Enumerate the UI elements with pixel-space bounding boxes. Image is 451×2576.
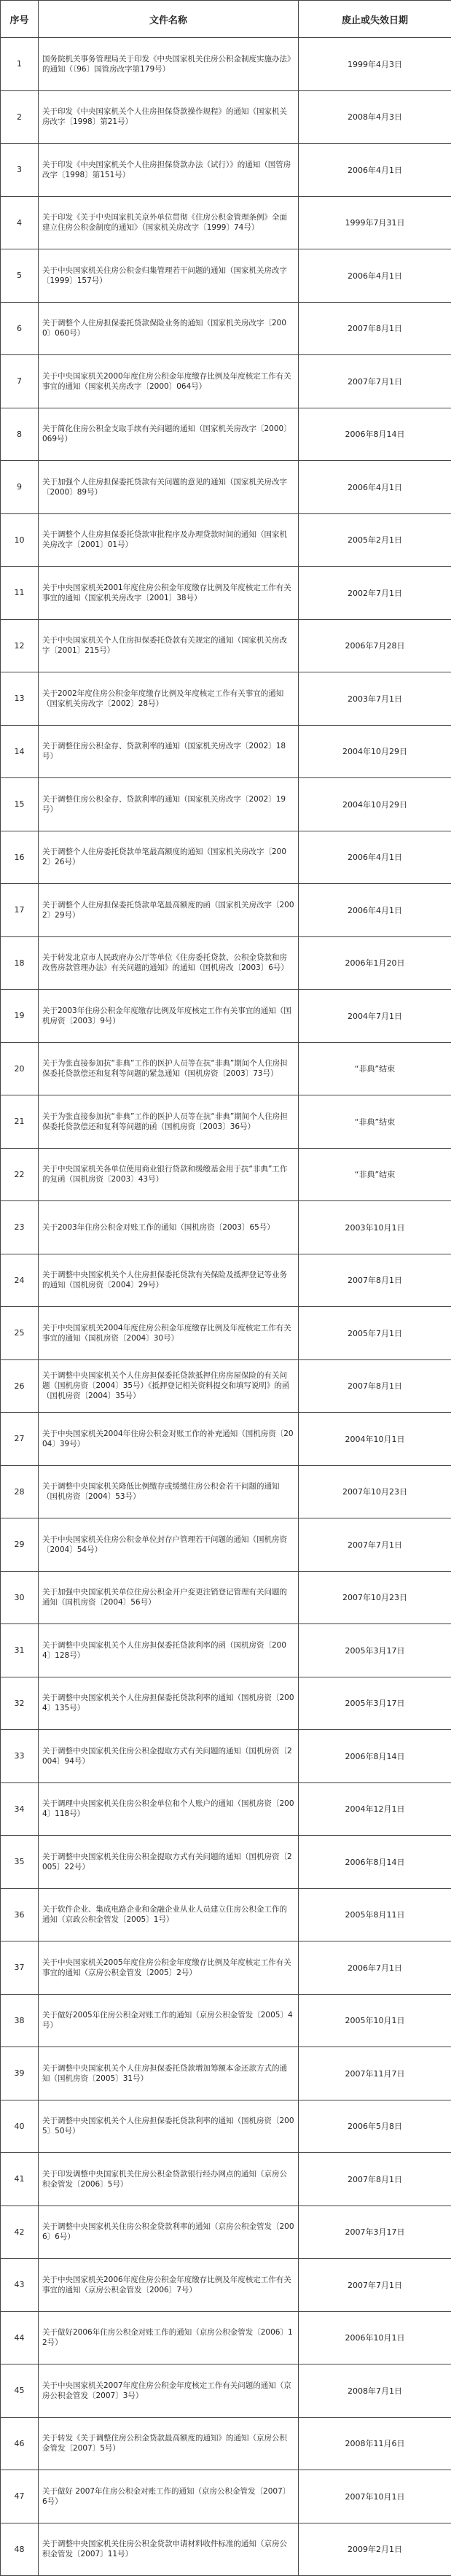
header-date: 废止或失效日期 — [299, 1, 451, 38]
table-row — [1, 196, 451, 249]
row-date: 2005年10月1日 — [299, 1994, 451, 2047]
row-date: “非典”结束 — [299, 1148, 451, 1201]
row-document-name: 关于印发《中央国家机关个人住房担保贷款办法（试行）》的通知（国管房改字〔1998〕第151号） — [39, 144, 299, 197]
row-document-name: 关于中央国家机关2000年度住房公积金年度缴存比例及年度核定工作有关事宜的通知（国家机关房改字〔2000〕064号） — [39, 355, 299, 408]
row-document-name: 国务院机关事务管理局关于印发《中央国家机关住房公积金制度实施办法》的通知（〔96〕国管房改字第179号） — [39, 38, 299, 91]
row-number: 46 — [1, 2417, 39, 2470]
row-date: 2004年12月1日 — [299, 1782, 451, 1836]
row-date: 1999年4月3日 — [299, 38, 451, 91]
row-document-name: 关于调整个人住房担保委托贷款保险业务的通知（国家机关房改字〔2000〕060号） — [39, 302, 299, 355]
row-date: 2007年10月1日 — [299, 2470, 451, 2523]
row-date: 2007年8月1日 — [299, 2153, 451, 2206]
table-row — [1, 2205, 451, 2259]
row-date: 2008年11月6日 — [299, 2417, 451, 2470]
row-number: 3 — [1, 144, 39, 197]
row-number: 31 — [1, 1624, 39, 1677]
row-date: 2006年7月1日 — [299, 1941, 451, 1995]
table-row — [1, 2259, 451, 2312]
row-date: 2008年7月1日 — [299, 2364, 451, 2418]
row-document-name: 关于转发北京市人民政府办公厅等单位《住房委托贷款、公积金贷款和房改售房款管理办法》有关问题的通知》的通知（国机房改〔2003〕6号） — [39, 936, 299, 990]
row-document-name: 关于调整住房公积金存、贷款利率的通知（国家机关房改字〔2002〕19号） — [39, 778, 299, 831]
row-number: 22 — [1, 1148, 39, 1201]
row-number: 44 — [1, 2311, 39, 2364]
table-row — [1, 1624, 451, 1677]
row-document-name: 关于中央国家机关2006年度住房公积金年度缴存比例及年度核定工作有关事宜的通知（京房公积金管发〔2006〕7号） — [39, 2259, 299, 2312]
row-date: 2006年8月14日 — [299, 1836, 451, 1889]
row-document-name: 关于印发《关于中央国家机关京外单位贯彻《住房公积金管理条例》全面建立住房公积金制度的通知》（国家机关房改字〔1999〕74号） — [39, 196, 299, 249]
row-document-name: 关于调整中央国家机关个人住房担保委托贷款有关保险及抵押登记等业务的通知（国机房资〔2004〕29号） — [39, 1254, 299, 1307]
row-document-name: 关于调整中央国家机关个人住房担保委托贷款抵押住房房屋保险的有关问题（国机房资〔2004〕35号）《抵押登记相关资料提交和填写说明》的函（国机房资〔2004〕35号） — [39, 1359, 299, 1413]
table-row — [1, 1941, 451, 1995]
row-date: 2006年4月1日 — [299, 144, 451, 197]
row-date: 2007年8月1日 — [299, 302, 451, 355]
row-date: 2007年8月1日 — [299, 1254, 451, 1307]
row-date: 2005年7月1日 — [299, 1307, 451, 1360]
row-document-name: 关于调整住房公积金存、贷款利率的通知（国家机关房改字〔2002〕18号） — [39, 725, 299, 778]
row-number: 35 — [1, 1836, 39, 1889]
row-number: 7 — [1, 355, 39, 408]
row-number: 8 — [1, 408, 39, 461]
row-date: 2007年10月23日 — [299, 1571, 451, 1624]
table-row — [1, 990, 451, 1043]
table-row — [1, 1677, 451, 1730]
table-row — [1, 90, 451, 144]
row-date: 2006年8月14日 — [299, 408, 451, 461]
row-document-name: 关于中央国家机关2004年住房公积金对账工作的补充通知（国机房资〔2004〕39号） — [39, 1413, 299, 1466]
row-document-name: 关于调理中央国家机关住房公积金单位和个人账户的通知（国机房资〔2004〕118号） — [39, 1782, 299, 1836]
row-number: 24 — [1, 1254, 39, 1307]
table-row — [1, 302, 451, 355]
row-document-name: 关于印发调整中央国家机关住房公积金贷款银行经办网点的通知（京房公积金管发〔2006〕5号） — [39, 2153, 299, 2206]
row-date: 2004年10月1日 — [299, 1413, 451, 1466]
table-row — [1, 778, 451, 831]
header-name: 文件名称 — [39, 1, 299, 38]
table-row — [1, 1413, 451, 1466]
row-document-name: 关于调整个人住房担保委托贷款审批程序及办理贷款时间的通知（国家机关房改字〔2001〕01号） — [39, 513, 299, 567]
table-row — [1, 1782, 451, 1836]
row-number: 2 — [1, 90, 39, 144]
row-date: 2005年2月1日 — [299, 513, 451, 567]
table-row — [1, 1465, 451, 1518]
row-document-name: 关于为张直接参加抗“非典”工作的医护人员等在抗“非典”期间个人住房担保委托贷款偿还和复利等问题的函（国机房资〔2003〕36号） — [39, 1095, 299, 1149]
row-document-name: 关于简化住房公积金支取手续有关问题的通知（国家机关房改字〔2000〕069号） — [39, 408, 299, 461]
row-number: 36 — [1, 1888, 39, 1941]
row-date: 2006年4月1日 — [299, 461, 451, 514]
row-document-name: 关于中央国家机关2001年度住房公积金年度缴存比例及年度核定工作有关事宜的通知（国家机关房改字〔2001〕38号） — [39, 567, 299, 620]
table-row — [1, 2153, 451, 2206]
row-number: 5 — [1, 249, 39, 303]
table-row — [1, 1888, 451, 1941]
row-number: 41 — [1, 2153, 39, 2206]
row-date: 2004年7月1日 — [299, 990, 451, 1043]
row-document-name: 关于中央国家机关个人住房担保委托贷款有关规定的通知（国家机关房改字〔2001〕215号） — [39, 619, 299, 672]
row-date: 2005年3月17日 — [299, 1624, 451, 1677]
row-document-name: 关于2003年住房公积金年度缴存比例及年度核定工作有关事宜的通知（国机房资〔2003〕9号） — [39, 990, 299, 1043]
header-no: 序号 — [1, 1, 39, 38]
row-date: 2005年3月17日 — [299, 1677, 451, 1730]
table-row — [1, 1254, 451, 1307]
row-number: 16 — [1, 831, 39, 884]
row-document-name: 关于调整中央国家机关个人住房担保委托贷款利率的函（国机房资〔2004〕128号） — [39, 1624, 299, 1677]
row-number: 4 — [1, 196, 39, 249]
row-document-name: 关于印发《中央国家机关个人住房担保贷款操作规程》的通知（国家机关房改字〔1998〕第21号） — [39, 90, 299, 144]
table-row — [1, 2100, 451, 2153]
row-number: 43 — [1, 2259, 39, 2312]
table-row — [1, 619, 451, 672]
row-number: 37 — [1, 1941, 39, 1995]
row-date: 2008年4月3日 — [299, 90, 451, 144]
row-number: 42 — [1, 2205, 39, 2259]
table-row — [1, 249, 451, 303]
table-row — [1, 1095, 451, 1149]
row-document-name: 关于中央国家机关2004年度住房公积金年度缴存比例及年度核定工作有关事宜的通知（国机房资〔2004〕30号） — [39, 1307, 299, 1360]
row-date: 2007年11月7日 — [299, 2047, 451, 2100]
table-row — [1, 1201, 451, 1254]
table-row — [1, 831, 451, 884]
row-number: 19 — [1, 990, 39, 1043]
table-row — [1, 2047, 451, 2100]
row-document-name: 关于中央国家机关2005年度住房公积金年度缴存比例及年度核定工作有关事宜的通知（京房公积金管发〔2005〕2号） — [39, 1941, 299, 1995]
row-document-name: 关于2002年度住房公积金年度缴存比例及年度核定工作有关事宜的通知（国家机关房改字〔2002〕28号） — [39, 672, 299, 726]
row-number: 14 — [1, 725, 39, 778]
row-number: 6 — [1, 302, 39, 355]
table-row — [1, 2523, 451, 2576]
row-document-name: 关于做好2006年住房公积金对账工作的通知（京房公积金管发〔2006〕12号） — [39, 2311, 299, 2364]
row-number: 45 — [1, 2364, 39, 2418]
table-row — [1, 1359, 451, 1413]
row-date: 2006年4月1日 — [299, 884, 451, 937]
row-document-name: 关于调整中央国家机关住房公积金贷款申请材料收件标准的通知（京房公积金管发〔2007〕11号） — [39, 2523, 299, 2576]
table-row — [1, 672, 451, 726]
row-number: 11 — [1, 567, 39, 620]
row-document-name: 关于调整中央国家机关住房公积金提取方式有关问题的通知（国机房资〔2004〕94号） — [39, 1730, 299, 1783]
row-number: 40 — [1, 2100, 39, 2153]
row-number: 20 — [1, 1042, 39, 1095]
row-date: 2006年10月1日 — [299, 2311, 451, 2364]
row-date: 2002年7月1日 — [299, 567, 451, 620]
row-date: 2007年3月17日 — [299, 2205, 451, 2259]
table-row — [1, 1571, 451, 1624]
row-number: 1 — [1, 38, 39, 91]
row-number: 34 — [1, 1782, 39, 1836]
row-number: 47 — [1, 2470, 39, 2523]
row-date: 2004年10月29日 — [299, 778, 451, 831]
row-date: 2006年4月1日 — [299, 249, 451, 303]
row-date: 2006年5月8日 — [299, 2100, 451, 2153]
row-document-name: 关于做好2005年住房公积金对账工作的通知（京房公积金管发〔2005〕4号） — [39, 1994, 299, 2047]
row-date: 2007年7月1日 — [299, 2259, 451, 2312]
row-document-name: 关于调整中央国家机关个人住房担保委托贷款利率的通知（国机房资〔2004〕135号） — [39, 1677, 299, 1730]
row-document-name: 关于中央国家机关住房公积金归集管理若干问题的通知（国家机关房改字〔1999〕157号） — [39, 249, 299, 303]
row-date: 2003年10月1日 — [299, 1201, 451, 1254]
row-document-name: 关于做好 2007年住房公积金对账工作的通知（京房公积金管发〔2007〕6号） — [39, 2470, 299, 2523]
row-document-name: 关于2003年住房公积金对账工作的通知（国机房资〔2003〕65号） — [39, 1201, 299, 1254]
row-number: 10 — [1, 513, 39, 567]
row-document-name: 关于调整中央国家机关个人住房担保委托贷款增加筹额本金还款方式的通知（国机房资〔2005〕31号） — [39, 2047, 299, 2100]
row-number: 27 — [1, 1413, 39, 1466]
table-row — [1, 461, 451, 514]
row-document-name: 关于调整个人住房委托贷款单笔最高额度的通知（国家机关房改字〔2002〕26号） — [39, 831, 299, 884]
row-date: 2006年4月1日 — [299, 831, 451, 884]
row-number: 17 — [1, 884, 39, 937]
row-date: 2006年7月28日 — [299, 619, 451, 672]
table-row — [1, 2311, 451, 2364]
table-row — [1, 144, 451, 197]
table-row — [1, 355, 451, 408]
row-number: 12 — [1, 619, 39, 672]
row-date: 2006年8月14日 — [299, 1730, 451, 1783]
table-row — [1, 513, 451, 567]
row-document-name: 关于调整中央国家机关个人住房担保委托贷款利率的通知（国机房资〔2005〕50号） — [39, 2100, 299, 2153]
table-header-row — [1, 1, 451, 38]
row-number: 18 — [1, 936, 39, 990]
table-row — [1, 1730, 451, 1783]
table-row — [1, 884, 451, 937]
row-number: 23 — [1, 1201, 39, 1254]
row-date: 2003年7月1日 — [299, 672, 451, 726]
row-date: 2006年1月20日 — [299, 936, 451, 990]
row-number: 38 — [1, 1994, 39, 2047]
row-date: 2009年2月1日 — [299, 2523, 451, 2576]
row-document-name: 关于中央国家机关住房公积金单位封存户管理若干问题的通知（国机房资〔2004〕54号） — [39, 1518, 299, 1572]
table-row — [1, 408, 451, 461]
row-number: 21 — [1, 1095, 39, 1149]
row-number: 28 — [1, 1465, 39, 1518]
row-number: 33 — [1, 1730, 39, 1783]
row-date: 2005年8月11日 — [299, 1888, 451, 1941]
row-document-name: 关于调整中央国家机关住房公积金提取方式有关问题的通知（国机房资〔2005〕22号） — [39, 1836, 299, 1889]
row-document-name: 关于加强个人住房担保委托贷款有关问题的意见的通知（国家机关房改字〔2000〕89号） — [39, 461, 299, 514]
row-document-name: 关于调整个人住房担保委托贷款单笔最高额度的函（国家机关房改字〔2002〕29号） — [39, 884, 299, 937]
row-number: 9 — [1, 461, 39, 514]
table-row — [1, 2364, 451, 2418]
row-date: 2007年10月23日 — [299, 1465, 451, 1518]
row-date: 2007年8月1日 — [299, 1359, 451, 1413]
row-number: 39 — [1, 2047, 39, 2100]
table-body — [1, 38, 451, 2576]
row-date: “非典”结束 — [299, 1095, 451, 1149]
row-document-name: 关于为张直接参加抗“非典”工作的医护人员等在抗“非典”期间个人住房担保委托贷款偿还和复利等问题的紧急通知（国机房资〔2003〕73号） — [39, 1042, 299, 1095]
table-row — [1, 1042, 451, 1095]
row-number: 48 — [1, 2523, 39, 2576]
table-row — [1, 936, 451, 990]
table-row — [1, 1994, 451, 2047]
row-document-name: 关于加强中央国家机关单位住房公积金开户变更注销登记管理有关问题的通知（国机房资〔2004〕56号） — [39, 1571, 299, 1624]
table-row — [1, 1518, 451, 1572]
row-document-name: 关于软件企业、集成电路企业和金融企业从业人员建立住房公积金工作的通知（京政公积金管发〔2005〕1号） — [39, 1888, 299, 1941]
table-row — [1, 1307, 451, 1360]
row-date: 2004年10月29日 — [299, 725, 451, 778]
table-row — [1, 2470, 451, 2523]
row-number: 30 — [1, 1571, 39, 1624]
row-date: “非典”结束 — [299, 1042, 451, 1095]
row-date: 1999年7月31日 — [299, 196, 451, 249]
table-row — [1, 725, 451, 778]
row-document-name: 关于调整中央国家机关降低比例缴存或缓缴住房公积金若干问题的通知（国机房资〔2004〕53号） — [39, 1465, 299, 1518]
table-row — [1, 567, 451, 620]
table-row — [1, 2417, 451, 2470]
row-number: 26 — [1, 1359, 39, 1413]
row-date: 2007年7月1日 — [299, 1518, 451, 1572]
row-number: 25 — [1, 1307, 39, 1360]
row-date: 2007年7月1日 — [299, 355, 451, 408]
row-number: 15 — [1, 778, 39, 831]
row-number: 29 — [1, 1518, 39, 1572]
row-number: 13 — [1, 672, 39, 726]
row-document-name: 关于中央国家机关2007年度住房公积金年度核定工作有关问题的通知（京房公积金管发〔2007〕3号） — [39, 2364, 299, 2418]
table-row — [1, 1836, 451, 1889]
row-document-name: 关于调整中央国家机关住房公积金贷款利率的通知（京房公积金管发〔2006〕6号） — [39, 2205, 299, 2259]
table-row — [1, 38, 451, 91]
row-number: 32 — [1, 1677, 39, 1730]
row-document-name: 关于转发《关于调整住房公积金贷款最高额度的通知》的通知（京房公积金管发〔2007〕5号） — [39, 2417, 299, 2470]
table-row — [1, 1148, 451, 1201]
row-document-name: 关于中央国家机关各单位使用商业银行贷款和缓缴基金用于抗“非典”工作的复函（国机房资〔2003〕43号） — [39, 1148, 299, 1201]
